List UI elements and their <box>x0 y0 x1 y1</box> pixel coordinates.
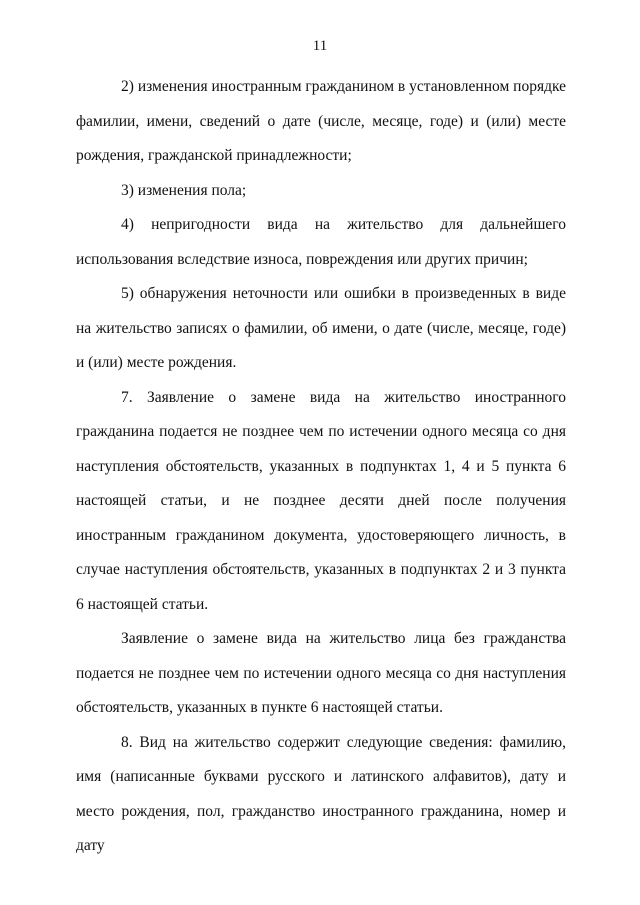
document-body <box>76 70 566 864</box>
page-number: 11 <box>312 38 328 54</box>
paragraph-item-2: 2) изменения иностранным гражданином в установленном порядке фамилии, имени, сведений о дате (числе, месяце, годе) и (или) месте рождения, гражданской принадлежности; <box>76 78 566 164</box>
paragraph-clause-7: 7. Заявление о замене вида на жительство иностранного гражданина подается не позднее чем по истечении одного месяца со дня наступления обстоятельств, указанных в подпунктах 1, 4 и 5 пункта 6 настоящей статьи, и не позднее десяти дней после получения иностранным гражданином документа, удостоверяющего личность, в случае наступления обстоятельств, указанных в подпунктах 2 и 3 пункта 6 настоящей статьи. <box>76 388 566 613</box>
paragraph-item-3: 3) изменения пола; <box>121 181 247 199</box>
paragraph-clause-8: 8. Вид на жительство содержит следующие сведения: фамилию, имя (написанные буквами русского и латинского алфавитов), дату и место рождения, пол, гражданство иностранного гражданина, номер и дату <box>76 733 566 854</box>
paragraph-stateless-application: Заявление о замене вида на жительство лица без гражданства подается не позднее чем по истечении одного месяца со дня наступления обстоятельств, указанных в пункте 6 настоящей статьи. <box>76 630 566 716</box>
paragraph-item-5: 5) обнаружения неточности или ошибки в произведенных в виде на жительство записях о фамилии, об имени, о дате (числе, месяце, годе) и (или) месте рождения. <box>76 285 566 371</box>
paragraph-item-4: 4) непригодности вида на жительство для дальнейшего использования вследствие износа, повреждения или других причин; <box>76 216 566 268</box>
